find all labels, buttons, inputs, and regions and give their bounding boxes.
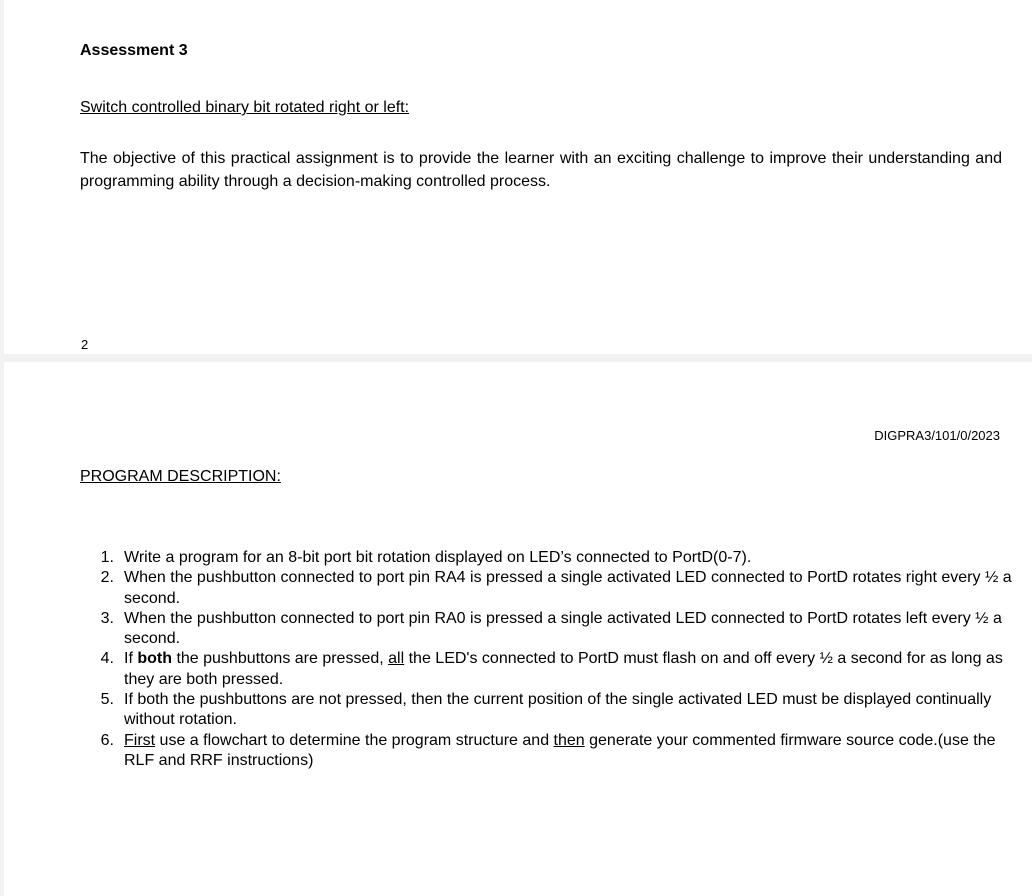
list-item-text: When the pushbutton connected to port pin RA0 is pressed a single activated LED connected to PortD rotates left every ½ a second. <box>124 609 1002 648</box>
text-run: the pushbuttons are pressed, <box>172 650 389 668</box>
document-page-1 <box>4 0 1032 354</box>
assessment-heading: Assessment 3 <box>80 42 188 59</box>
objective-paragraph: The objective of this practical assignment is to provide the learner with an exciting challenge to improve their understanding and programming ability through a decision-making controlled process. <box>80 150 1002 190</box>
list-item <box>80 690 1020 731</box>
list-item-number: 1. <box>100 549 114 566</box>
list-item <box>80 649 1020 690</box>
list-item-number: 5. <box>100 691 114 709</box>
assignment-subheading: Switch controlled binary bit rotated right or left: <box>80 99 410 116</box>
list-item <box>80 731 1020 772</box>
bold-emphasis: both <box>137 650 172 668</box>
list-item-text: When the pushbutton connected to port pin RA4 is pressed a single activated LED connected to PortD rotates right every ½ a second. <box>124 569 1012 607</box>
text-run: If <box>124 650 138 668</box>
list-item-number: 2. <box>100 569 114 587</box>
page-number: 2 <box>81 337 89 352</box>
program-steps-list <box>80 548 1020 771</box>
list-item-text: Write a program for an 8-bit port bit rotation displayed on LED’s connected to PortD(0-7). <box>124 549 752 566</box>
list-item <box>80 609 1020 650</box>
list-item <box>80 568 1020 609</box>
underline-emphasis: First <box>124 731 156 749</box>
list-item-text <box>124 731 1020 772</box>
list-item-number: 3. <box>100 609 114 627</box>
text-run: generate your commented firmware source code.(use the RLF and RRF instructions) <box>124 731 996 769</box>
program-description-title: PROGRAM DESCRIPTION: <box>80 468 281 485</box>
text-run: the LED's connected to PortD must flash on and off every ½ a second for as long as they are both pressed. <box>124 650 1003 688</box>
document-page-2 <box>4 362 1032 896</box>
underline-emphasis: all <box>388 650 405 668</box>
list-item-number: 4. <box>100 650 114 668</box>
underline-emphasis: then <box>553 731 585 749</box>
list-item <box>80 548 1020 568</box>
list-item-text <box>124 649 1020 690</box>
list-item-text: If both the pushbuttons are not pressed, then the current position of the single activated LED must be displayed continually without rotation. <box>124 691 992 729</box>
list-item-number: 6. <box>100 731 114 749</box>
text-run: use a flowchart to determine the program structure and <box>155 731 554 749</box>
document-code: DIGPRA3/101/0/2023 <box>874 428 1000 443</box>
